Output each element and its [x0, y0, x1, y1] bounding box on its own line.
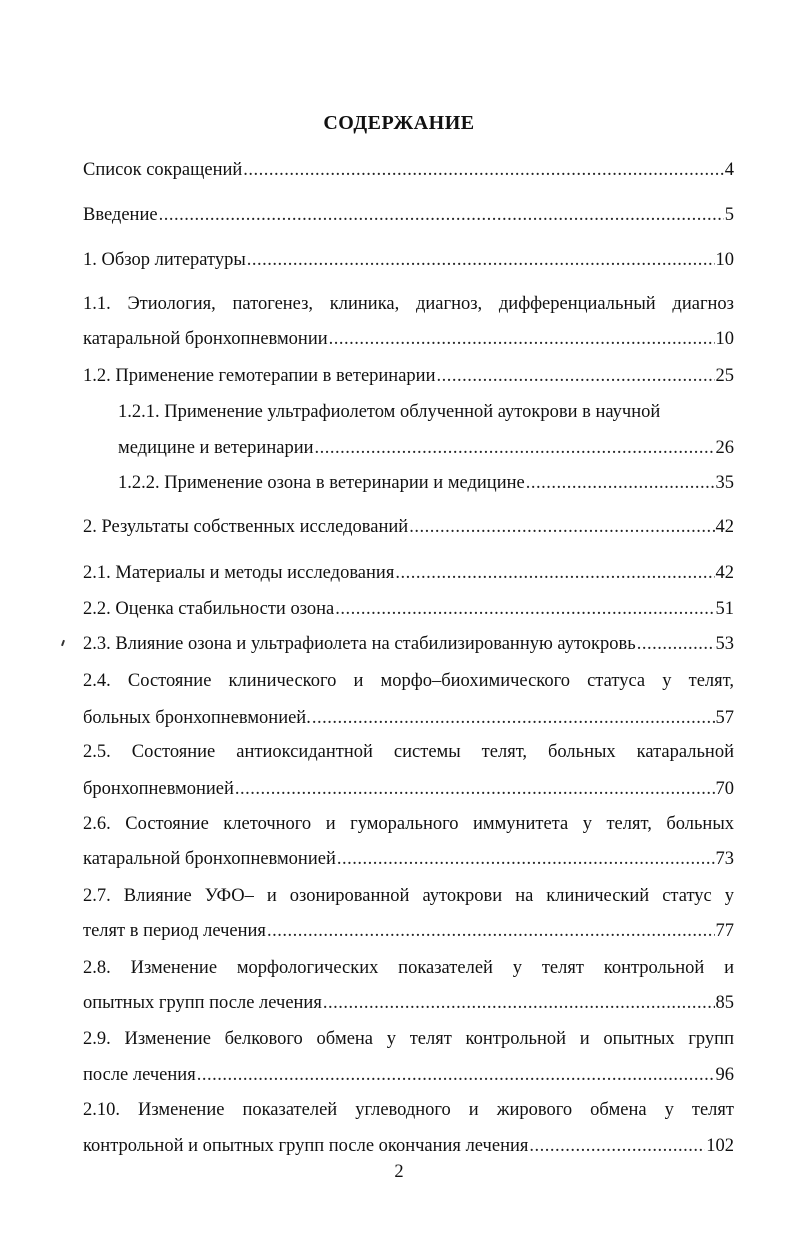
toc-entry-title: контрольной и опытных групп после окончания лечения [83, 1136, 529, 1156]
toc-entry-page: 5 [724, 205, 734, 225]
page-title: СОДЕРЖАНИЕ [323, 112, 475, 134]
toc-entry-page: 35 [715, 473, 734, 493]
toc-entry-line1: 2.9. Изменение белкового обмена у телят контрольной и опытных групп [83, 1029, 734, 1049]
toc-entry-title: 2.1. Материалы и методы исследования [83, 563, 395, 583]
toc-entry-page: 10 [715, 250, 734, 270]
toc-leader [243, 157, 723, 183]
page-number: 2 [394, 1162, 404, 1182]
toc-leader [329, 326, 715, 352]
toc-entry-title: 2.3. Влияние озона и ультрафиолета на стабилизированную аутокровь [83, 634, 636, 654]
toc-entry-title: бронхопневмонией [83, 779, 234, 799]
toc-entry [83, 247, 734, 273]
toc-entry [83, 363, 734, 389]
toc-leader [637, 631, 715, 657]
toc-entry [83, 202, 734, 228]
toc-entry-title: опытных групп после лечения [83, 993, 322, 1013]
toc-entry-line1: 2.10. Изменение показателей углеводного и жирового обмена у телят [83, 1100, 734, 1120]
toc-entry-title: больных бронхопневмонией. [83, 708, 311, 728]
toc-entry [83, 326, 734, 352]
toc-entry [118, 470, 734, 496]
toc-entry-title: Введение [83, 205, 158, 225]
toc-entry-title: Список сокращений [83, 160, 243, 180]
toc-entry-line1: 2.5. Состояние антиоксидантной системы телят, больных катаральной [83, 742, 734, 762]
toc-entry-page: 51 [715, 599, 734, 619]
toc-leader [235, 776, 715, 802]
toc-entry-title: катаральной бронхопневмонией [83, 849, 336, 869]
toc-entry-page: 85 [715, 993, 734, 1013]
toc-entry-page: 10 [715, 329, 734, 349]
toc-leader [312, 705, 715, 731]
toc-entry-title: катаральной бронхопневмонии [83, 329, 328, 349]
toc-entry-page: 96 [715, 1065, 734, 1085]
toc-entry-title: медицине и ветеринарии [118, 438, 314, 458]
toc-entry-page: 77 [715, 921, 734, 941]
toc-leader [315, 435, 715, 461]
toc-entry-title: 1.2. Применение гемотерапии в ветеринарии [83, 366, 436, 386]
toc-entry-page: 70 [715, 779, 734, 799]
toc-entry [83, 990, 734, 1016]
toc-entry [83, 560, 734, 586]
toc-entry [83, 1133, 734, 1159]
toc-entry-page: 57 [715, 708, 734, 728]
toc-leader [335, 596, 714, 622]
toc-leader [197, 1062, 715, 1088]
toc-entry [83, 1062, 734, 1088]
toc-leader [337, 846, 715, 872]
toc-entry-line1: 2.4. Состояние клинического и морфо–биохимического статуса у телят, [83, 671, 734, 691]
toc-leader [395, 560, 714, 586]
toc-entry [83, 846, 734, 872]
toc-entry-title: телят в период лечения [83, 921, 266, 941]
toc-leader [267, 918, 715, 944]
toc-entry [83, 631, 734, 657]
toc-leader [529, 1133, 705, 1159]
toc-entry-page: 53 [715, 634, 734, 654]
toc-leader [409, 514, 714, 540]
toc-leader [159, 202, 724, 228]
toc-entry [83, 157, 734, 183]
toc-entry-title: 1.2.2. Применение озона в ветеринарии и медицине [118, 473, 525, 493]
toc-entry-page: 25 [715, 366, 734, 386]
toc-entry-line1: 2.7. Влияние УФО– и озонированной аутокрови на клинический статус у [83, 886, 734, 906]
toc-leader [436, 363, 714, 389]
toc-leader [247, 247, 715, 273]
toc-entry-page: 42 [715, 563, 734, 583]
toc-entry-page: 73 [715, 849, 734, 869]
toc-entry-page: 102 [706, 1136, 734, 1156]
toc-entry-title: 1. Обзор литературы [83, 250, 246, 270]
toc-entry [83, 514, 734, 540]
toc-entry-line1: 1.1. Этиология, патогенез, клиника, диагноз, дифференциальный диагноз [83, 294, 734, 314]
toc-entry [83, 776, 734, 802]
toc-entry-page: 42 [715, 517, 734, 537]
toc-entry-line1: 1.2.1. Применение ультрафиолетом облученной аутокрови в научной [118, 402, 661, 422]
toc-entry-line1: 2.8. Изменение морфологических показателей у телят контрольной и [83, 958, 734, 978]
toc-entry-page: 4 [724, 160, 734, 180]
toc-entry-page: 26 [715, 438, 734, 458]
toc-entry-title: после лечения [83, 1065, 196, 1085]
toc-entry-title: 2.2. Оценка стабильности озона [83, 599, 335, 619]
toc-leader [323, 990, 715, 1016]
toc-entry [83, 596, 734, 622]
toc-entry [83, 705, 734, 731]
toc-entry-title: 2. Результаты собственных исследований [83, 517, 409, 537]
toc-entry-line1: 2.6. Состояние клеточного и гуморального иммунитета у телят, больных [83, 814, 734, 834]
toc-entry [118, 435, 734, 461]
toc-entry [83, 918, 734, 944]
toc-leader [526, 470, 715, 496]
